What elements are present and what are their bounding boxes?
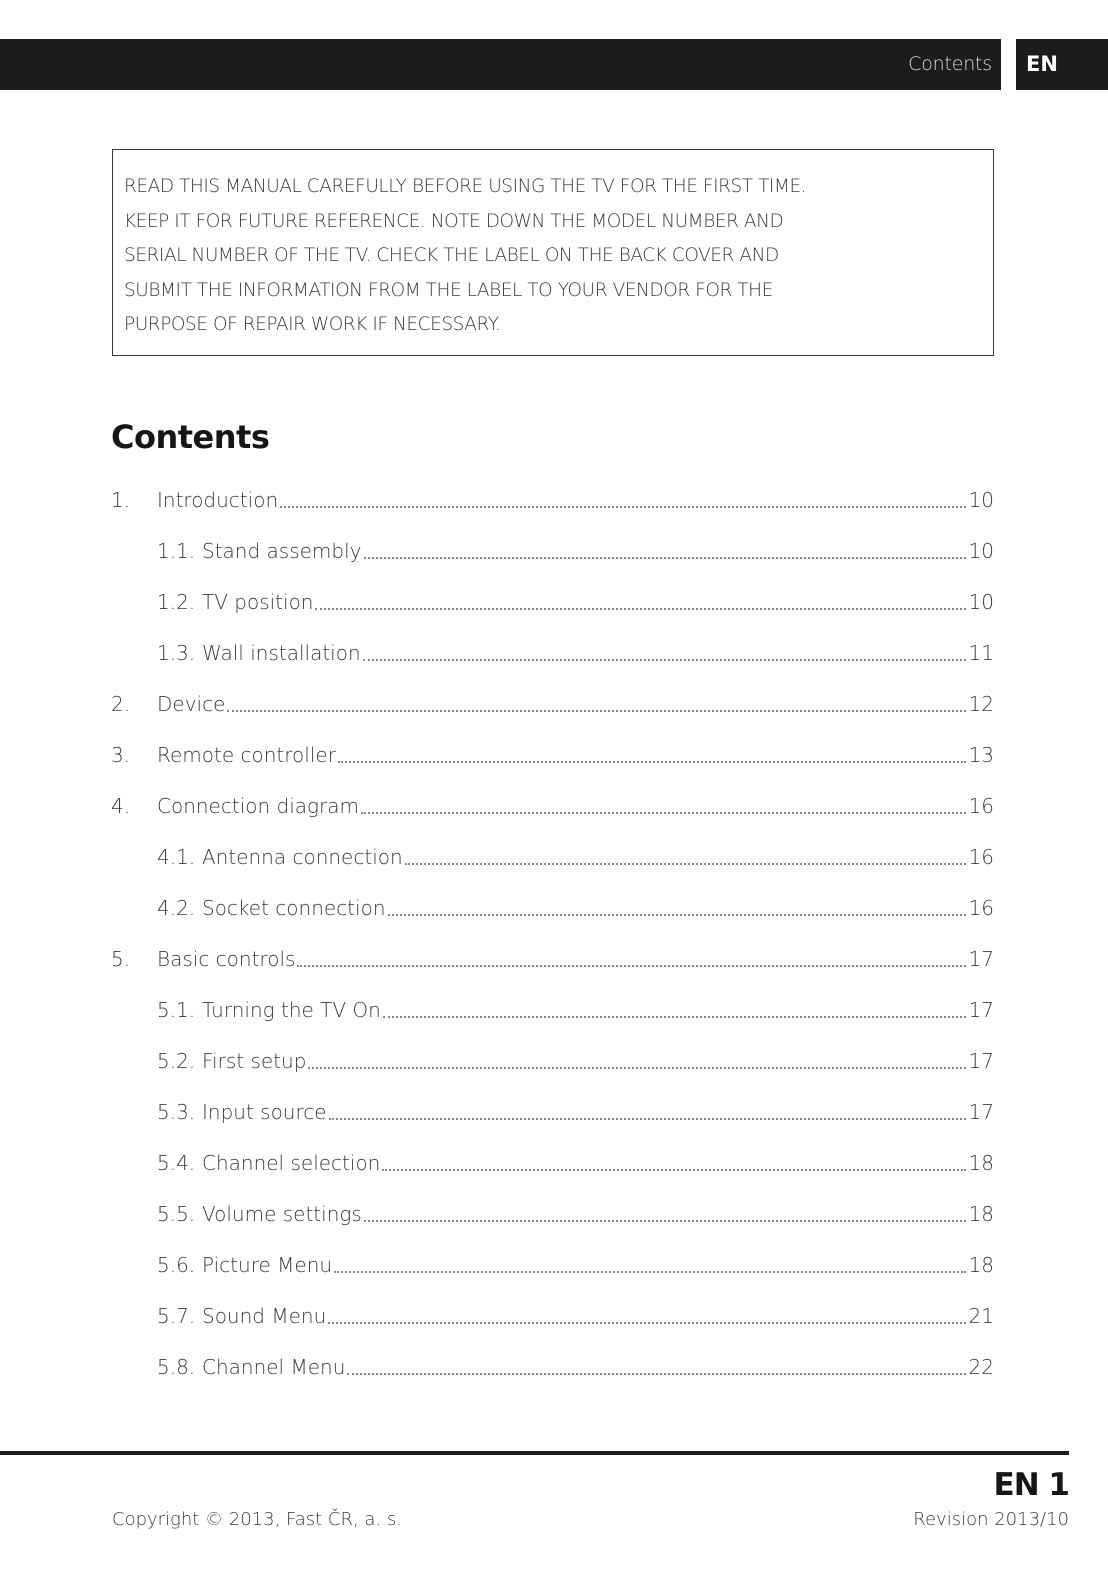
toc-entry-title: Connection diagram <box>157 793 359 818</box>
notice-line: PURPOSE OF REPAIR WORK IF NECESSARY. <box>124 314 501 335</box>
toc-dot-leader <box>338 761 966 763</box>
notice-line: READ THIS MANUAL CAREFULLY BEFORE USING THE TV FOR THE FIRST TIME. <box>124 176 807 197</box>
header-section-label: Contents <box>908 53 992 75</box>
table-of-contents <box>111 474 994 1392</box>
toc-entry-page: 16 <box>968 793 994 818</box>
toc-dot-leader <box>334 1271 965 1273</box>
toc-entry-title: TV position <box>202 589 314 614</box>
toc-entry[interactable] <box>111 1035 994 1086</box>
toc-entry-number: 1. <box>111 487 131 512</box>
toc-entry-page: 10 <box>968 589 994 614</box>
copyright-text: Copyright © 2013, Fast ČR, a. s. <box>112 1509 403 1530</box>
notice-line: SUBMIT THE INFORMATION FROM THE LABEL TO YOUR VENDOR FOR THE <box>124 279 773 301</box>
toc-entry-title: First setup <box>202 1048 307 1073</box>
toc-entry[interactable] <box>111 984 994 1035</box>
toc-entry-page: 18 <box>968 1252 994 1277</box>
toc-entry[interactable] <box>111 678 994 729</box>
toc-entry[interactable] <box>111 1341 994 1392</box>
toc-entry[interactable] <box>111 933 994 984</box>
language-tab <box>1016 39 1108 90</box>
toc-entry-title: Antenna connection <box>202 844 403 869</box>
header-bar <box>0 39 1001 90</box>
toc-dot-leader <box>280 506 965 508</box>
toc-entry[interactable] <box>111 1188 994 1239</box>
toc-entry-title: Stand assembly <box>202 538 362 563</box>
toc-entry-number: 1.1. <box>157 538 196 563</box>
toc-entry-page: 16 <box>968 895 994 920</box>
toc-entry-number: 1.2. <box>157 589 196 614</box>
toc-entry-page: 10 <box>968 487 994 512</box>
notice-line: KEEP IT FOR FUTURE REFERENCE. NOTE DOWN THE MODEL NUMBER AND <box>124 210 784 232</box>
toc-dot-leader <box>328 1322 965 1324</box>
toc-entry-number: 5.2. <box>157 1048 196 1073</box>
toc-entry-number: 5.8. <box>157 1354 196 1379</box>
toc-entry-number: 5.3. <box>157 1099 196 1124</box>
toc-entry[interactable] <box>111 1086 994 1137</box>
toc-entry-title: Sound Menu <box>202 1303 327 1328</box>
toc-entry-number: 4.2. <box>157 895 196 920</box>
toc-entry-title: Wall installation <box>202 640 361 665</box>
toc-dot-leader <box>382 1169 965 1171</box>
page-number: EN 1 <box>993 1467 1069 1503</box>
toc-entry-page: 13 <box>968 742 994 767</box>
toc-entry-number: 3. <box>111 742 131 767</box>
toc-dot-leader <box>364 557 966 559</box>
footer-rule <box>0 1451 1069 1455</box>
toc-entry-number: 2. <box>111 691 131 716</box>
toc-entry-page: 17 <box>968 1099 994 1124</box>
toc-dot-leader <box>315 608 965 610</box>
toc-heading: Contents <box>111 418 270 456</box>
toc-entry-title: Input source <box>202 1099 327 1124</box>
notice-box <box>112 149 994 356</box>
toc-dot-leader <box>361 812 966 814</box>
toc-entry-title: Device <box>157 691 226 716</box>
toc-entry-number: 5.1. <box>157 997 196 1022</box>
toc-entry[interactable] <box>111 729 994 780</box>
toc-entry[interactable] <box>111 780 994 831</box>
toc-entry-number: 5.4. <box>157 1150 196 1175</box>
revision-text: Revision 2013/10 <box>913 1509 1069 1530</box>
toc-entry[interactable] <box>111 1137 994 1188</box>
notice-line: SERIAL NUMBER OF THE TV. CHECK THE LABEL ON THE BACK COVER AND <box>124 245 779 266</box>
toc-entry-page: 17 <box>968 1048 994 1073</box>
toc-dot-leader <box>405 863 966 865</box>
toc-entry-number: 4. <box>111 793 131 818</box>
toc-entry-title: Channel selection <box>202 1150 381 1175</box>
language-label: EN <box>1026 52 1058 76</box>
toc-entry-title: Introduction <box>157 487 279 512</box>
toc-dot-leader <box>329 1118 966 1120</box>
toc-entry-title: Volume settings <box>202 1201 362 1226</box>
toc-dot-leader <box>227 710 965 712</box>
toc-dot-leader <box>388 914 966 916</box>
toc-dot-leader <box>364 1220 966 1222</box>
toc-entry[interactable] <box>111 474 994 525</box>
toc-entry-number: 5.5. <box>157 1201 196 1226</box>
toc-dot-leader <box>363 659 966 661</box>
toc-entry-page: 18 <box>968 1201 994 1226</box>
toc-entry-title: Channel Menu <box>202 1354 346 1379</box>
toc-entry[interactable] <box>111 1239 994 1290</box>
toc-entry-page: 12 <box>968 691 994 716</box>
toc-dot-leader <box>383 1016 966 1018</box>
toc-entry[interactable] <box>111 882 994 933</box>
toc-entry-page: 16 <box>968 844 994 869</box>
toc-dot-leader <box>297 965 965 967</box>
toc-entry[interactable] <box>111 525 994 576</box>
toc-entry-number: 1.3. <box>157 640 196 665</box>
toc-entry-page: 11 <box>968 640 994 665</box>
toc-entry[interactable] <box>111 576 994 627</box>
toc-entry-number: 5.7. <box>157 1303 196 1328</box>
toc-entry[interactable] <box>111 831 994 882</box>
toc-entry-title: Turning the TV On <box>202 997 381 1022</box>
toc-entry-page: 18 <box>968 1150 994 1175</box>
toc-entry-title: Socket connection <box>202 895 386 920</box>
toc-entry-title: Basic controls <box>157 946 296 971</box>
toc-entry[interactable] <box>111 627 994 678</box>
toc-entry-number: 4.1. <box>157 844 196 869</box>
toc-entry-title: Picture Menu <box>202 1252 333 1277</box>
toc-dot-leader <box>347 1373 965 1375</box>
toc-entry-page: 17 <box>968 997 994 1022</box>
toc-entry-page: 10 <box>968 538 994 563</box>
toc-dot-leader <box>308 1067 965 1069</box>
toc-entry-page: 17 <box>968 946 994 971</box>
toc-entry-title: Remote controller <box>157 742 336 767</box>
toc-entry-page: 22 <box>968 1354 994 1379</box>
toc-entry-number: 5. <box>111 946 131 971</box>
toc-entry-number: 5.6. <box>157 1252 196 1277</box>
toc-entry-page: 21 <box>968 1303 994 1328</box>
toc-entry[interactable] <box>111 1290 994 1341</box>
